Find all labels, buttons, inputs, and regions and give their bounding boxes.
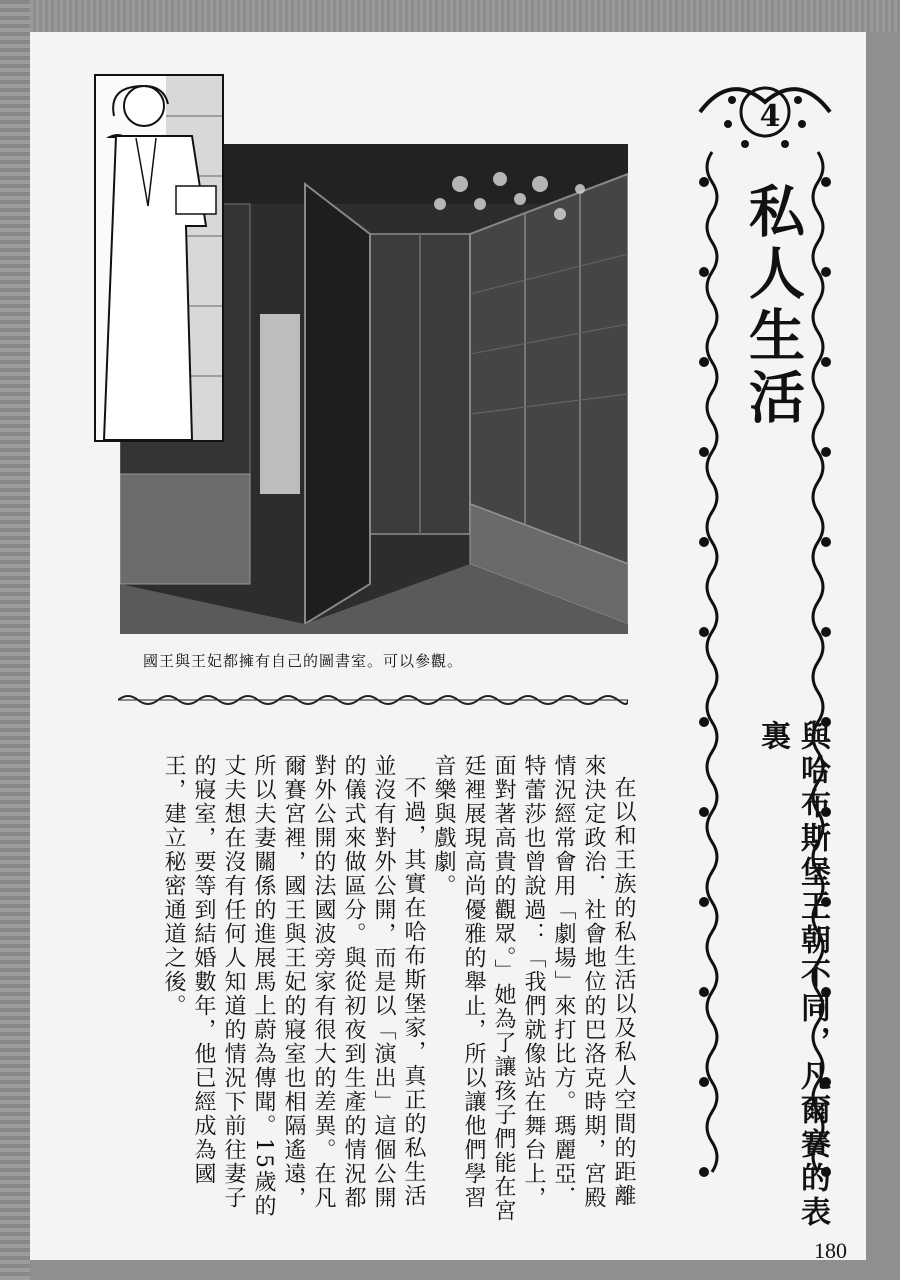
body-paragraph: 在以和王族的私生活以及私人空間的距離來決定政治．社會地位的巴洛克時期，宮殿情況經常會用「劇場」來打比方。瑪麗亞．特蕾莎也曾說過：「我們就像站在舞台上，面對著高貴的觀眾。」她為了讓孩子們能在宮廷裡展現高尚優雅的舉止，所以讓他們學習音樂與戲劇。 xyxy=(431,754,636,1223)
chapter-title: 私人生活 xyxy=(740,182,805,430)
scan-edge-left xyxy=(0,0,30,1280)
chapter-subtitle: 與哈布斯堡王朝不同，凡爾賽的表裏 xyxy=(755,720,830,1230)
chapter-number: 4 xyxy=(759,99,781,134)
body-text xyxy=(138,754,638,1224)
scan-edge-top xyxy=(0,0,900,32)
body-paragraph: 不過，其實在哈布斯堡家，真正的私生活並沒有對外公開，而是以「演出」這個公開的儀式來做區分。與從初夜到生產的情況都對外公開的法國波旁家有很大的差異。在凡爾賽宮裡，國王與王妃的寢室也相隔遙遠，所以夫妻關係的進展馬上蔚為傳聞。15歲的丈夫想在沒有任何人知道的情況下前往妻子的寢室，要等到結婚數年，他已經成為國王，建立秘密通道之後。 xyxy=(161,754,426,1218)
book-page xyxy=(30,32,866,1263)
ornamental-divider xyxy=(118,692,628,708)
manga-illustration xyxy=(94,74,224,442)
photo-caption: 國王與王妃都擁有自己的圖書室。可以參觀。 xyxy=(143,652,464,670)
page-number: 180 xyxy=(814,1238,847,1263)
